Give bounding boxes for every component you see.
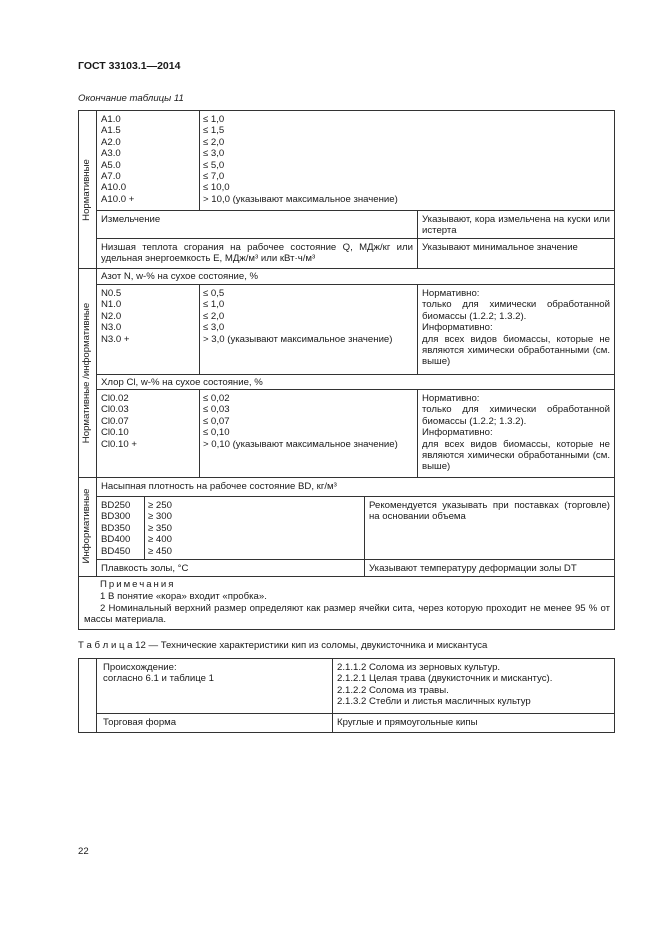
density-values: ≥ 250 ≥ 300 ≥ 350 ≥ 400 ≥ 450 — [148, 500, 172, 557]
ash-melting-note: Указывают температуру деформации золы DT — [369, 563, 577, 574]
chlorine-title: Хлор Cl, w-% на сухое состояние, % — [101, 377, 263, 388]
density-title: Насыпная плотность на рабочее состояние BD, кг/м³ — [101, 481, 337, 492]
trade-form-value: Круглые и прямоугольные кипы — [337, 717, 478, 728]
nitrogen-note: Нормативно: только для химически обработанной биомассы (1.2.2; 1.3.2). Информативно: для всех видов биомассы, которые не являются химически обработанными (см. выше) — [422, 288, 610, 368]
group-label-normative-informative: Нормативные /информативные — [81, 302, 92, 444]
density-note: Рекомендуется указывать при поставках (торговле) на основании объема — [369, 500, 610, 523]
chlorine-codes: Cl0.02 Cl0.03 Cl0.07 Cl0.10 Cl0.10 + — [101, 393, 137, 450]
group-label-normative: Нормативные — [81, 159, 92, 221]
table-12-caption: Т а б л и ц а 12 — Технические характеристики кип из соломы, двукисточника и мискантуса — [78, 640, 488, 651]
notes-title: Примечания — [100, 579, 176, 590]
heat-note: Указывают минимальное значение — [422, 242, 578, 253]
chlorine-values: ≤ 0,02 ≤ 0,03 ≤ 0,07 ≤ 0,10 > 0,10 (указывают максимальное значение) — [203, 393, 398, 450]
ash-codes: A1.0 A1.5 A2.0 A3.0 A5.0 A7.0 A10.0 A10.0 + — [101, 114, 135, 205]
grinding-note: Указывают, кора измельчена на куски или истерта — [422, 214, 610, 237]
note-2: 2 Номинальный верхний размер определяют как размер ячейки сита, через которую проходит не менее 95 % от массы материала. — [84, 603, 610, 626]
nitrogen-title: Азот N, w-% на сухое состояние, % — [101, 271, 259, 282]
page-number: 22 — [78, 846, 89, 857]
heat-label: Низшая теплота сгорания на рабочее состояние Q, МДж/кг или удельная энергоемкость E, МДж/м³ или кВт·ч/м³ — [101, 242, 413, 265]
trade-form-label: Торговая форма — [103, 717, 177, 728]
ash-values: ≤ 1,0 ≤ 1,5 ≤ 2,0 ≤ 3,0 ≤ 5,0 ≤ 7,0 ≤ 10,0 > 10,0 (указывают максимальное значение) — [203, 114, 398, 205]
ash-melting-label: Плавкость золы, °C — [101, 563, 189, 574]
nitrogen-codes: N0.5 N1.0 N2.0 N3.0 N3.0 + — [101, 288, 130, 345]
origin-values: 2.1.1.2 Солома из зерновых культур. 2.1.2.1 Целая трава (двукисточник и мискантус). 2.1.2.2 Солома из травы. 2.1.3.2 Стебли и листья масличных культур — [337, 662, 553, 708]
grinding-label: Измельчение — [101, 214, 161, 225]
group-label-informative: Информативные — [81, 488, 92, 564]
note-1: 1 В понятие «кора» входит «пробка». — [100, 591, 267, 602]
density-codes: BD250 BD300 BD350 BD400 BD450 — [101, 500, 131, 557]
document-header: ГОСТ 33103.1—2014 — [78, 60, 181, 72]
table-caption: Окончание таблицы 11 — [78, 93, 184, 104]
nitrogen-values: ≤ 0,5 ≤ 1,0 ≤ 2,0 ≤ 3,0 > 3,0 (указывают максимальное значение) — [203, 288, 393, 345]
origin-label: Происхождение: согласно 6.1 и таблице 1 — [103, 662, 214, 685]
chlorine-note: Нормативно: только для химически обработанной биомассы (1.2.2; 1.3.2). Информативно: для всех видов биомассы, которые не являются химически обработанными (см. выше) — [422, 393, 610, 473]
